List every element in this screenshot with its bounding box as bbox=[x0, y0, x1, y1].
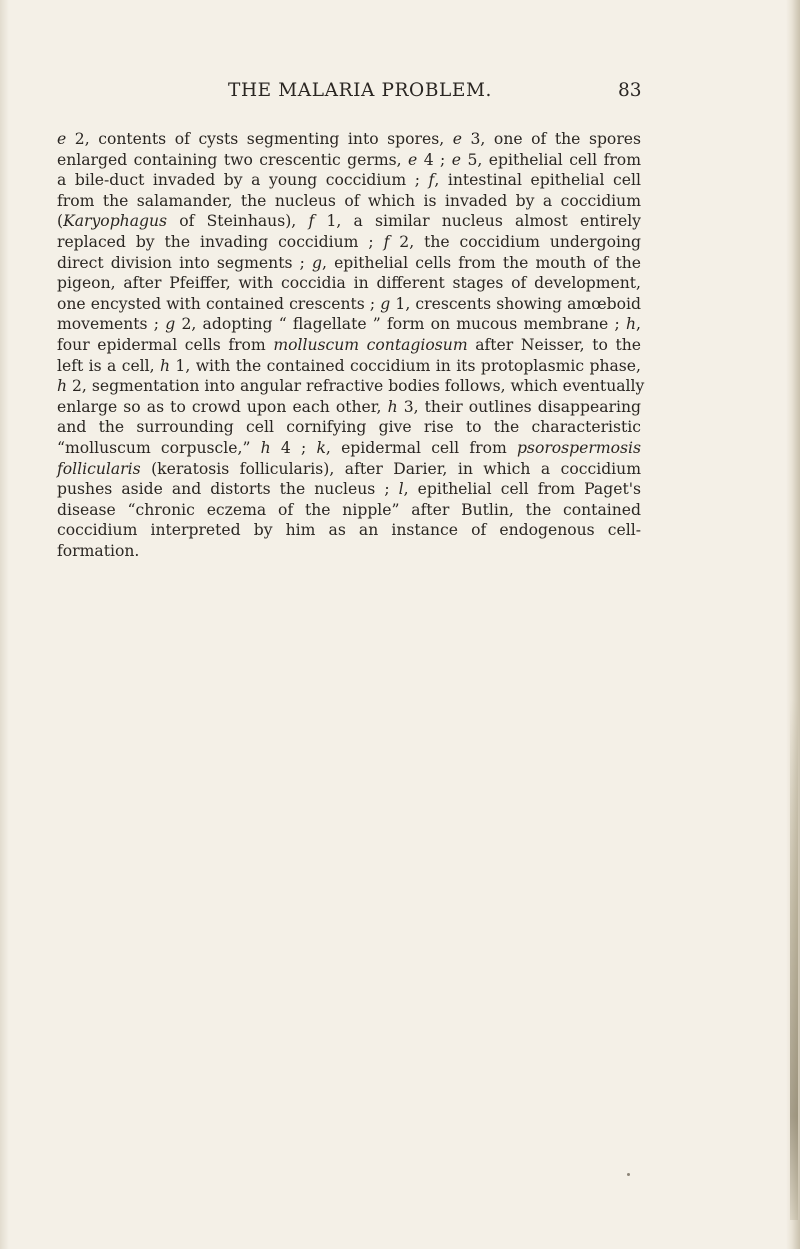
text-run: ( bbox=[57, 212, 64, 231]
text-line bbox=[57, 273, 641, 294]
text-run: 2, contents of cysts segmenting into spores, bbox=[66, 130, 453, 148]
italic-text: e bbox=[452, 130, 462, 148]
text-line bbox=[57, 294, 641, 315]
italic-text: e bbox=[451, 150, 461, 169]
text-run: disease “chronic eczema of the nipple” after Butlin, the contained bbox=[57, 500, 641, 519]
text-run: and the surrounding cell cornifying give rise to the characteristic bbox=[57, 418, 641, 437]
text-line bbox=[57, 438, 641, 459]
text-run: “molluscum corpuscle,” bbox=[57, 438, 261, 457]
italic-text: molluscum contagiosum bbox=[273, 335, 468, 354]
text-line bbox=[57, 541, 641, 562]
italic-text: h bbox=[260, 438, 271, 457]
text-run: four epidermal cells from bbox=[57, 335, 274, 354]
text-run: 2, the coccidium undergoing bbox=[389, 232, 641, 251]
text-run: replaced by the invading coccidium ; bbox=[57, 232, 384, 251]
text-run: 3, one of the spores bbox=[461, 130, 641, 148]
text-run: (keratosis follicularis), after Darier, in which a coccidium bbox=[140, 459, 641, 478]
italic-text: e bbox=[57, 130, 67, 148]
paper-speck bbox=[627, 1173, 630, 1176]
page-edge-stain bbox=[790, 700, 798, 1220]
text-run: from the salamander, the nucleus of which is invaded by a coccidium bbox=[57, 191, 641, 210]
text-line bbox=[57, 335, 641, 356]
text-run: movements ; bbox=[57, 315, 166, 334]
text-line bbox=[57, 376, 645, 397]
text-line bbox=[57, 356, 641, 377]
text-line bbox=[57, 211, 641, 232]
text-line bbox=[57, 417, 641, 438]
text-line bbox=[57, 479, 641, 500]
text-run: , epidermal cell from bbox=[325, 438, 517, 457]
text-run: , bbox=[636, 315, 641, 334]
text-line bbox=[57, 170, 641, 191]
page-left-shadow bbox=[0, 0, 9, 1249]
italic-text: f bbox=[308, 212, 315, 231]
text-run: enlarge so as to crowd upon each other, bbox=[57, 397, 388, 416]
italic-text: Karyophagus bbox=[63, 212, 168, 231]
text-line bbox=[57, 253, 641, 274]
text-line bbox=[57, 314, 641, 335]
text-run: , epithelial cells from the mouth of the bbox=[321, 253, 641, 272]
italic-text: g bbox=[380, 294, 391, 313]
text-run: 1, with the contained coccidium in its protoplasmic phase, bbox=[170, 356, 641, 375]
italic-text: h bbox=[625, 315, 637, 334]
text-run: 2, adopting “ flagellate ” form on mucous membrane ; bbox=[175, 315, 626, 334]
italic-text: h bbox=[387, 397, 398, 416]
text-run: 3, their outlines disappearing bbox=[397, 397, 641, 416]
text-run: pigeon, after Pfeiffer, with coccidia in different stages of development, bbox=[57, 274, 641, 293]
figure-description-paragraph bbox=[57, 129, 645, 561]
text-line bbox=[57, 520, 641, 541]
text-run: formation. bbox=[57, 541, 140, 560]
italic-text: g bbox=[165, 315, 176, 334]
text-line bbox=[57, 232, 641, 253]
text-line bbox=[57, 397, 641, 418]
italic-text: f bbox=[383, 232, 390, 251]
text-line bbox=[57, 459, 641, 480]
text-run: left is a cell, bbox=[57, 356, 160, 375]
text-run: direct division into segments ; bbox=[57, 253, 312, 272]
text-run: 4 ; bbox=[270, 438, 317, 457]
text-run: a bile-duct invaded by a young coccidium ; bbox=[57, 171, 429, 190]
text-line bbox=[57, 500, 641, 521]
text-run: 1, a similar nucleus almost entirely bbox=[314, 212, 641, 231]
text-line bbox=[57, 191, 641, 212]
text-run: , intestinal epithelial cell bbox=[434, 171, 641, 190]
text-run: pushes aside and distorts the nucleus ; bbox=[57, 480, 399, 499]
text-run: of Steinhaus), bbox=[167, 212, 309, 231]
text-run: enlarged containing two crescentic germs, bbox=[57, 150, 409, 169]
page-number: 83 bbox=[618, 80, 642, 101]
text-run: 4 ; bbox=[417, 150, 452, 169]
text-run: one encysted with contained crescents ; bbox=[57, 294, 381, 313]
italic-text: f bbox=[428, 171, 435, 190]
italic-text: k bbox=[316, 438, 326, 457]
italic-text: follicularis bbox=[57, 459, 141, 478]
running-header bbox=[0, 74, 800, 104]
text-run: 1, crescents showing amœboid bbox=[390, 294, 641, 313]
text-line bbox=[57, 129, 641, 150]
italic-text: e bbox=[408, 150, 418, 169]
italic-text: psorospermosis bbox=[516, 438, 642, 457]
text-line bbox=[57, 150, 641, 171]
text-run: , epithelial cell from Paget's bbox=[403, 480, 641, 499]
running-title: THE MALARIA PROBLEM. bbox=[228, 80, 493, 101]
italic-text: l bbox=[398, 480, 404, 499]
italic-text: h bbox=[57, 377, 68, 396]
text-run: 5, epithelial cell from bbox=[461, 150, 641, 169]
italic-text: g bbox=[312, 253, 322, 272]
italic-text: h bbox=[160, 356, 171, 375]
text-run: coccidium interpreted by him as an instance of endogenous cell- bbox=[57, 521, 641, 540]
text-run: 2, segmentation into angular refractive bodies follows, which eventually bbox=[67, 377, 645, 396]
text-run: after Neisser, to the bbox=[467, 335, 641, 354]
